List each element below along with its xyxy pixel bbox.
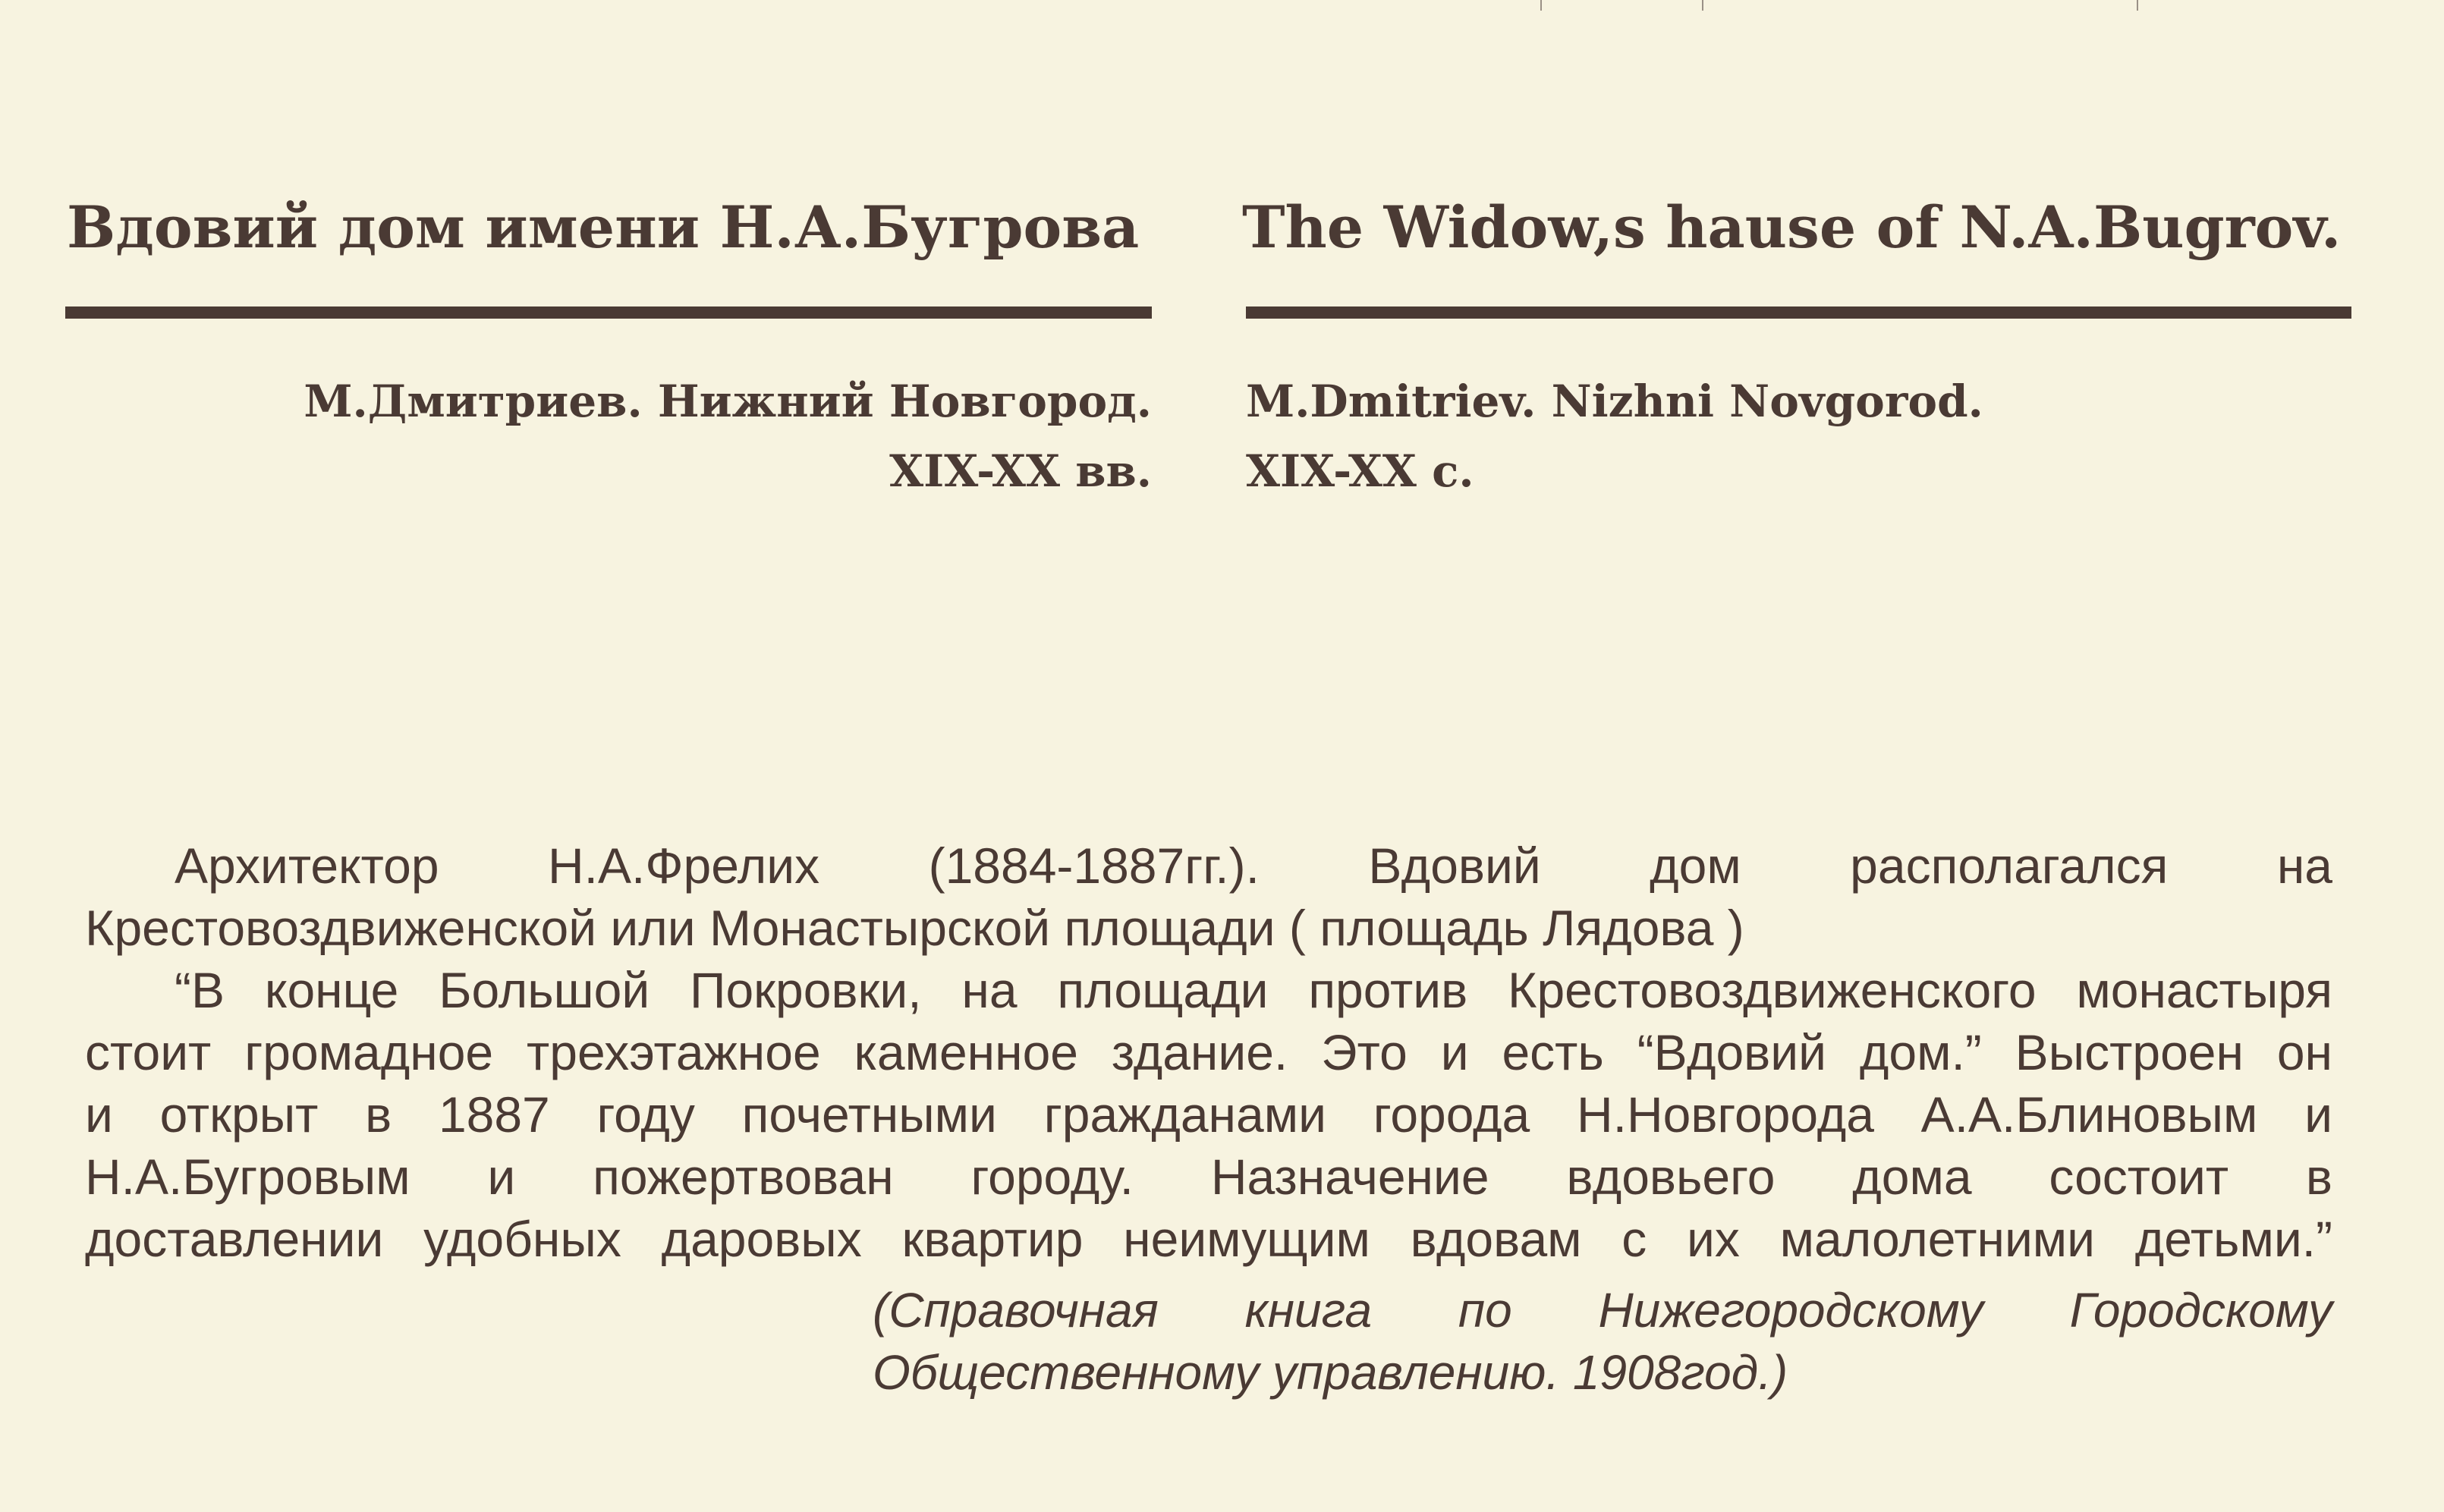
source-citation-line: (Справочная книга по Нижегородскому Городскому: [873, 1283, 2332, 1338]
paragraph-line: Крестовоздвиженской или Монастырской площади ( площадь Лядова ): [85, 900, 1744, 956]
paragraph-line: и открыт в 1887 году почетными гражданами города Н.Новгорода А.А.Блиновым и: [85, 1086, 2332, 1143]
paragraph-line: стоит громадное трехэтажное каменное здание. Это и есть “Вдовий дом.” Выстроен он: [85, 1024, 2332, 1080]
edge-mark: [1540, 0, 1542, 11]
edge-mark: [2137, 0, 2138, 11]
paragraph-line: Н.А.Бугровым и пожертвован городу. Назначение вдовьего дома состоит в: [85, 1149, 2332, 1205]
paragraph-line: доставлении удобных даровых квартир неимущим вдовам с их малолетними детьми.”: [85, 1211, 2332, 1267]
subtitle-russian-author: М.Дмитриев. Нижний Новгород.: [304, 376, 1152, 427]
source-citation-line: Общественному управлению. 1908год.): [873, 1345, 1788, 1400]
paragraph-line: “В конце Большой Покровки, на площади против Крестовоздвиженского монастыря: [175, 962, 2332, 1018]
title-english: The Widow,s hause of N.A.Bugrov.: [1242, 193, 2342, 261]
edge-mark: [1702, 0, 1703, 11]
paragraph-quote: [85, 959, 2332, 1270]
title-russian: Вдовий дом имени Н.А.Бугрова: [67, 193, 1140, 261]
divider-english: [1246, 306, 2351, 319]
paragraph-architect: [85, 835, 2332, 959]
subtitle-english-author: M.Dmitriev. Nizhni Novgorod.: [1246, 376, 1983, 427]
paragraph-line: Архитектор Н.А.Фрелих (1884-1887гг.). Вдовий дом располагался на: [175, 838, 2332, 894]
subtitle-russian-century: XIX-XX вв.: [889, 445, 1152, 497]
subtitle-english-century: XIX-XX c.: [1246, 445, 1474, 497]
divider-russian: [65, 306, 1152, 319]
